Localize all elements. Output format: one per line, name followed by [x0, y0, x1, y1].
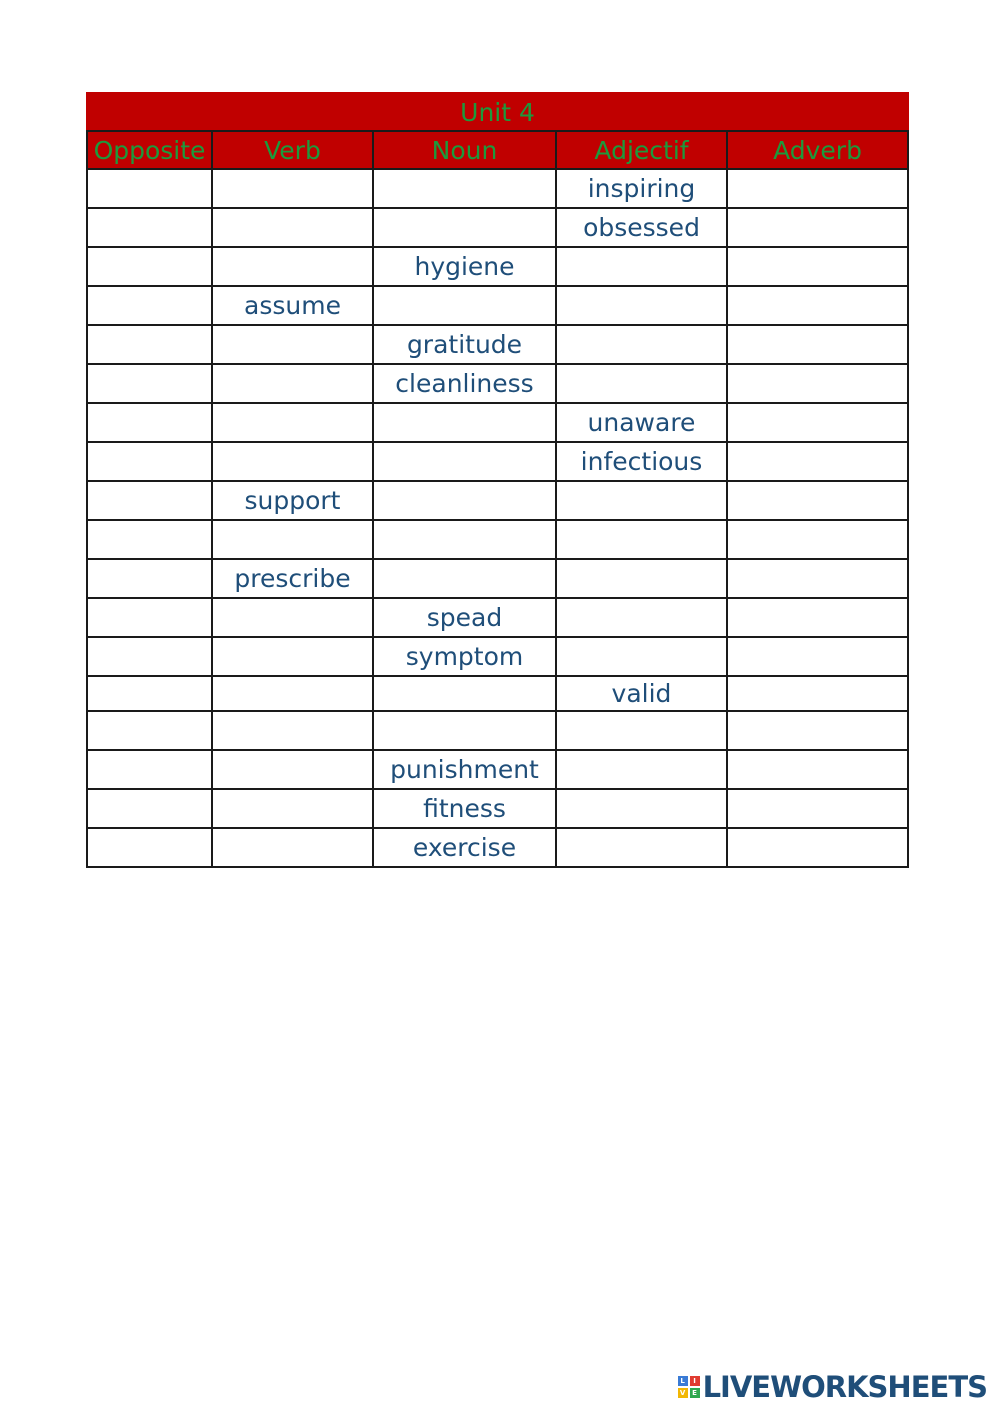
cell-adverb[interactable] — [727, 637, 908, 676]
cell-adjectif[interactable] — [556, 481, 727, 520]
cell-verb: prescribe — [212, 559, 373, 598]
cell-verb[interactable] — [212, 364, 373, 403]
table-row — [87, 247, 908, 286]
cell-noun[interactable] — [373, 559, 556, 598]
table-row — [87, 286, 908, 325]
cell-verb[interactable] — [212, 750, 373, 789]
cell-adverb[interactable] — [727, 325, 908, 364]
cell-opposite[interactable] — [87, 364, 212, 403]
table-body — [87, 169, 908, 867]
cell-noun[interactable] — [373, 403, 556, 442]
cell-adjectif[interactable] — [556, 598, 727, 637]
cell-noun: hygiene — [373, 247, 556, 286]
cell-adverb[interactable] — [727, 286, 908, 325]
table-title: Unit 4 — [87, 93, 908, 131]
cell-verb[interactable] — [212, 828, 373, 867]
cell-verb[interactable] — [212, 598, 373, 637]
cell-adverb[interactable] — [727, 789, 908, 828]
logo-mark-square: E — [690, 1388, 700, 1398]
table-row — [87, 520, 908, 559]
cell-opposite[interactable] — [87, 403, 212, 442]
table-row — [87, 169, 908, 208]
cell-adjectif: obsessed — [556, 208, 727, 247]
cell-adjectif[interactable] — [556, 364, 727, 403]
cell-opposite[interactable] — [87, 325, 212, 364]
cell-adverb[interactable] — [727, 364, 908, 403]
liveworksheets-logo — [678, 1372, 987, 1402]
cell-noun: spead — [373, 598, 556, 637]
cell-verb[interactable] — [212, 208, 373, 247]
cell-adjectif[interactable] — [556, 247, 727, 286]
cell-adjectif: inspiring — [556, 169, 727, 208]
cell-adverb[interactable] — [727, 442, 908, 481]
cell-adverb[interactable] — [727, 750, 908, 789]
cell-adjectif[interactable] — [556, 828, 727, 867]
cell-noun: punishment — [373, 750, 556, 789]
cell-adjectif: infectious — [556, 442, 727, 481]
cell-noun[interactable] — [373, 169, 556, 208]
logo-text: LIVEWORKSHEETS — [702, 1370, 987, 1404]
cell-adjectif: valid — [556, 676, 727, 711]
cell-adverb[interactable] — [727, 559, 908, 598]
header-noun: Noun — [373, 131, 556, 169]
cell-noun: cleanliness — [373, 364, 556, 403]
title-row — [87, 93, 908, 131]
table-row — [87, 637, 908, 676]
cell-noun: exercise — [373, 828, 556, 867]
table-row — [87, 559, 908, 598]
table-row — [87, 711, 908, 750]
table-row — [87, 403, 908, 442]
cell-opposite[interactable] — [87, 442, 212, 481]
cell-verb[interactable] — [212, 676, 373, 711]
cell-adverb[interactable] — [727, 598, 908, 637]
table-row — [87, 676, 908, 711]
cell-verb: assume — [212, 286, 373, 325]
cell-opposite[interactable] — [87, 789, 212, 828]
cell-verb[interactable] — [212, 403, 373, 442]
cell-verb[interactable] — [212, 789, 373, 828]
cell-verb[interactable] — [212, 520, 373, 559]
cell-noun: symptom — [373, 637, 556, 676]
cell-opposite[interactable] — [87, 208, 212, 247]
cell-opposite[interactable] — [87, 676, 212, 711]
cell-adverb[interactable] — [727, 828, 908, 867]
worksheet-table — [86, 92, 909, 868]
cell-opposite[interactable] — [87, 247, 212, 286]
cell-adverb[interactable] — [727, 169, 908, 208]
cell-adverb[interactable] — [727, 208, 908, 247]
cell-verb[interactable] — [212, 325, 373, 364]
cell-verb[interactable] — [212, 247, 373, 286]
logo-mark-square: I — [690, 1376, 700, 1386]
cell-adjectif[interactable] — [556, 750, 727, 789]
cell-opposite[interactable] — [87, 169, 212, 208]
cell-adjectif[interactable] — [556, 637, 727, 676]
cell-opposite[interactable] — [87, 598, 212, 637]
cell-noun[interactable] — [373, 208, 556, 247]
cell-verb[interactable] — [212, 637, 373, 676]
table-row — [87, 750, 908, 789]
cell-verb[interactable] — [212, 711, 373, 750]
cell-opposite[interactable] — [87, 750, 212, 789]
cell-noun[interactable] — [373, 442, 556, 481]
cell-noun[interactable] — [373, 676, 556, 711]
cell-verb: support — [212, 481, 373, 520]
table-row — [87, 208, 908, 247]
cell-adjectif: unaware — [556, 403, 727, 442]
cell-noun[interactable] — [373, 520, 556, 559]
cell-noun[interactable] — [373, 481, 556, 520]
table-row — [87, 828, 908, 867]
table-row — [87, 364, 908, 403]
logo-mark-square: V — [678, 1388, 688, 1398]
cell-opposite[interactable] — [87, 520, 212, 559]
cell-opposite[interactable] — [87, 559, 212, 598]
header-adjectif: Adjectif — [556, 131, 727, 169]
cell-opposite[interactable] — [87, 828, 212, 867]
cell-noun: fitness — [373, 789, 556, 828]
header-opposite: Opposite — [87, 131, 212, 169]
table-row — [87, 789, 908, 828]
header-verb: Verb — [212, 131, 373, 169]
cell-adverb[interactable] — [727, 403, 908, 442]
cell-opposite[interactable] — [87, 637, 212, 676]
cell-noun: gratitude — [373, 325, 556, 364]
cell-adjectif[interactable] — [556, 520, 727, 559]
header-row — [87, 131, 908, 169]
cell-opposite[interactable] — [87, 711, 212, 750]
cell-adverb[interactable] — [727, 676, 908, 711]
cell-adjectif[interactable] — [556, 286, 727, 325]
cell-verb[interactable] — [212, 169, 373, 208]
liveworksheets-logo-icon — [678, 1376, 700, 1398]
cell-adjectif[interactable] — [556, 789, 727, 828]
cell-verb[interactable] — [212, 442, 373, 481]
cell-adverb[interactable] — [727, 247, 908, 286]
cell-noun[interactable] — [373, 711, 556, 750]
table-row — [87, 442, 908, 481]
table-row — [87, 598, 908, 637]
cell-adverb[interactable] — [727, 520, 908, 559]
cell-adjectif[interactable] — [556, 559, 727, 598]
table-row — [87, 481, 908, 520]
cell-adverb[interactable] — [727, 711, 908, 750]
cell-adverb[interactable] — [727, 481, 908, 520]
logo-mark-square: L — [678, 1376, 688, 1386]
cell-noun[interactable] — [373, 286, 556, 325]
cell-adjectif[interactable] — [556, 711, 727, 750]
cell-adjectif[interactable] — [556, 325, 727, 364]
cell-opposite[interactable] — [87, 481, 212, 520]
header-adverb: Adverb — [727, 131, 908, 169]
table-row — [87, 325, 908, 364]
cell-opposite[interactable] — [87, 286, 212, 325]
